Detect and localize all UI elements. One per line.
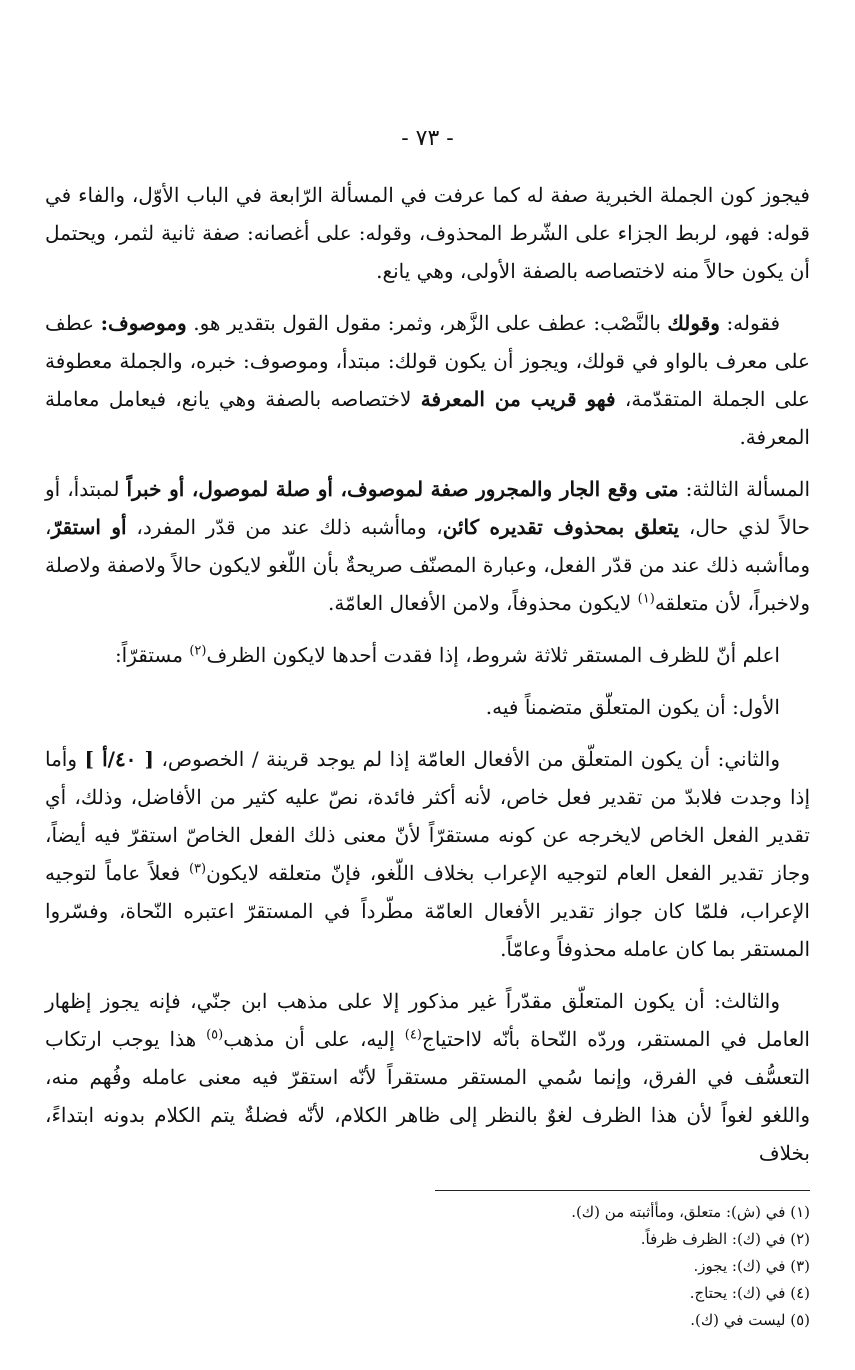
- paragraph-6: [45, 740, 810, 968]
- paragraph-5: الأول: أن يكون المتعلّق متضمناً فيه.: [485, 695, 780, 719]
- paragraph-2: [45, 304, 810, 456]
- page-number: - ٧٣ -: [401, 126, 454, 151]
- bold-term: فهو قريب من المعرفة: [420, 387, 616, 411]
- bold-term: أو استقرّ: [51, 515, 127, 539]
- footnote-marker-3[interactable]: (٣): [188, 861, 207, 877]
- text-run: فعلاً عاماً لتوجيه الإعراب، فلمّا كان جواز تقدير الأفعال العامّة مطّرداً في المستقرّ اعتبره النّحاة، وفسّروا المستقر بما كان عامله محذوفاً وعامّاً.: [45, 861, 810, 961]
- text-run: لمبتدأ، أو حالاً لذي حال،: [45, 477, 810, 539]
- section-heading: المسألة الثالثة:: [678, 477, 810, 501]
- text-run: والثالث: أن يكون المتعلّق مقدّراً غير مذكور إلا على مذهب ابن جنّي، فإنه يجوز إظهار العامل في المستقر، وردّه النّحاة بأنّه لااحتياج: [45, 989, 810, 1051]
- text-run: هذا يوجب ارتكاب التعسُّف في الفرق، وإنما سُمي المستقر مستقراً لأنّه استقرّ فيه معنى عامله وفُهم منه، واللغو لغواً لأن هذا الظرف لغوٌ بالنظر إلى ظاهر الكلام، لأنّه فضلةٌ يتم الكلام بدونه ابتداءً، بخلاف: [45, 1027, 810, 1165]
- text-run: والثاني: أن يكون المتعلّق من الأفعال العامّة إذا لم يوجد قرينة / الخصوص،: [153, 747, 781, 771]
- bold-term: وقولك: [667, 311, 720, 335]
- footnote-divider: [435, 1190, 810, 1191]
- text-run: إليه، على أن مذهب: [223, 1027, 405, 1051]
- footnote-marker-4[interactable]: (٤): [404, 1027, 422, 1043]
- footnotes: [45, 1199, 810, 1334]
- footnote-marker-5[interactable]: (٥): [206, 1027, 224, 1043]
- text-run: وأما إذا وجدت فلابدّ من تقدير فعل خاص، لأنه أكثر فائدة، نصّ عليه كثير من الأفاضل، وذلك، أي تقدير الفعل الخاص لايخرجه عن كونه مستقرّاً لأنّ معنى ذلك الفعل الخاصّ استقرّ فيه أيضاً، وجاز تقدير الفعل العام لتوجيه الإعراب بخلاف اللّغو، فإنّ متعلقه لايكون: [45, 747, 810, 885]
- bold-term: يتعلق بمحذوف تقديره كائن: [442, 515, 680, 539]
- footnote-marker-2[interactable]: (٢): [189, 643, 207, 659]
- bold-term: وموصوف:: [100, 311, 187, 335]
- text-run: ، وماأشبه ذلك عند من قدّر الفعل، وعبارة المصنّف صريحةٌ بأن اللّغو لايكون حالاً ولاصفة ولاصلة ولاخبراً، لأن متعلقه: [45, 515, 810, 615]
- text-run: مستقرّاً:: [114, 643, 190, 667]
- text-run: ، وماأشبه ذلك عند من قدّر المفرد،: [126, 515, 443, 539]
- manuscript-folio-marker: [ ٤٠/أ ]: [84, 747, 154, 771]
- footnote-4: (٤) في (ك): يحتاج.: [689, 1284, 810, 1302]
- footnote-2: (٢) في (ك): الظرف ظرفاً.: [640, 1230, 810, 1248]
- text-run: لاختصاصه بالصفة وهي يانع، فيعامل معاملة المعرفة.: [45, 387, 810, 449]
- text-run: عطف على معرف بالواو في قولك، ويجوز أن يكون قولك: مبتدأ، وموصوف: خبره، والجملة معطوفة على الجملة المتقدّمة،: [45, 311, 810, 411]
- paragraph-1: فيجوز كون الجملة الخبرية صفة له كما عرفت في المسألة الرّابعة في الباب الأوّل، والفاء في قوله: فهو، لربط الجزاء على الشّرط المحذوف، وقوله: على أغصانه: صفة ثانية لثمر، ويحتمل أن يكون حالاً منه لاختصاصه بالصفة الأولى، وهي يانع.: [45, 183, 810, 283]
- text-run: بالنَّصْب: عطف على الزَّهر، وثمر: مقول القول بتقدير هو.: [186, 311, 668, 335]
- paragraph-7: [45, 982, 810, 1172]
- text-run: لايكون محذوفاً، ولامن الأفعال العامّة.: [327, 591, 638, 615]
- footnote-5: (٥) ليست في (ك).: [690, 1311, 810, 1329]
- footnote-marker-1[interactable]: (١): [637, 591, 655, 607]
- footnote-1: (١) في (ش): متعلق، ومأأثبته من (ك).: [571, 1203, 810, 1221]
- footnote-3: (٣) في (ك): يجوز.: [693, 1257, 810, 1275]
- text-run: اعلم أنّ للظرف المستقر ثلاثة شروط، إذا فقدت أحدها لايكون الظرف: [206, 643, 780, 667]
- paragraph-3: [45, 470, 810, 622]
- bold-term: متى وقع الجار والمجرور صفة لموصوف، أو صلة لموصول، أو خبراً: [126, 477, 679, 501]
- paragraph-4: [45, 636, 810, 674]
- text-run: فقوله:: [719, 311, 781, 335]
